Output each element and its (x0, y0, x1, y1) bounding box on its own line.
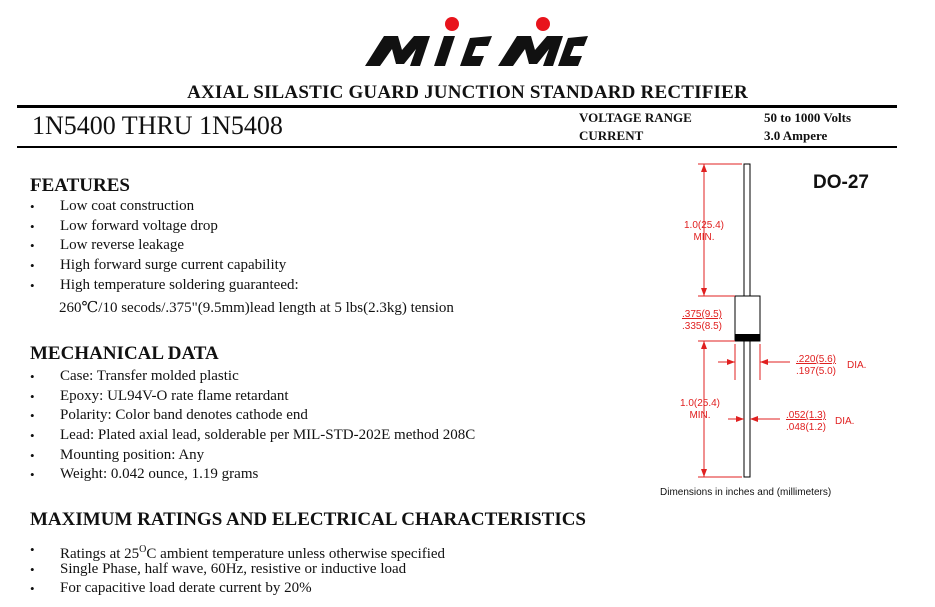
header-rule-top (17, 105, 897, 108)
ratings-heading: MAXIMUM RATINGS AND ELECTRICAL CHARACTERISTICS (30, 509, 587, 530)
list-item: • Epoxy: UL94V-O rate flame retardant (30, 387, 475, 407)
list-item: • Lead: Plated axial lead, solderable per MIL-STD-202E method 208C (30, 426, 475, 446)
cathode-band (735, 334, 760, 341)
dim-body-length-max: .375(9.5) (681, 309, 723, 320)
dim-body-dia-unit: DIA. (847, 360, 867, 371)
ratings-list (30, 540, 445, 599)
list-item: • Mounting position: Any (30, 446, 475, 466)
ratings-text: For capacitive load derate current by 20% (60, 580, 312, 597)
list-item: • Polarity: Color band denotes cathode end (30, 406, 475, 426)
list-item: • Low coat construction (30, 197, 299, 217)
spec-value-voltage: 50 to 1000 Volts (764, 110, 852, 125)
spec-value-current: 3.0 Ampere (764, 128, 828, 143)
ratings-text: Ratings at 25 (60, 546, 140, 562)
degree-mark: O (139, 544, 147, 555)
ratings-text: C ambient temperature unless otherwise specified (146, 546, 446, 562)
dimensions-caption: Dimensions in inches and (millimeters) (660, 487, 832, 498)
list-item: • High forward surge current capability (30, 256, 299, 276)
part-number-range: 1N5400 THRU 1N5408 (32, 111, 283, 140)
spec-label-voltage: VOLTAGE RANGE (579, 110, 692, 125)
ratings-text: Single Phase, half wave, 60Hz, resistive or inductive load (60, 560, 407, 577)
list-item: • Low reverse leakage (30, 236, 299, 256)
mechanical-list (30, 367, 475, 485)
mic-logo (360, 16, 590, 72)
dim-lead-top-2: MIN. (693, 232, 715, 243)
dim-lead-dia-min: .048(1.2) (785, 422, 827, 433)
dim-body-dia-min: .197(5.0) (795, 366, 837, 377)
dim-lead-bottom-2: MIN. (689, 410, 711, 421)
package-name: DO-27 (813, 172, 869, 193)
bottom-lead (744, 341, 750, 477)
spec-label-current: CURRENT (579, 128, 644, 143)
list-item (30, 579, 445, 599)
soldering-note: 260℃/10 secods/.375"(9.5mm)lead length at 5 lbs(2.3kg) tension (59, 300, 454, 316)
top-lead (744, 164, 750, 296)
dim-body-dia-max: .220(5.6) (795, 354, 837, 365)
header-rule-bottom (17, 146, 897, 148)
dim-lead-bottom-1: 1.0(25.4) (679, 398, 721, 409)
features-heading: FEATURES (30, 175, 130, 196)
list-item: • Case: Transfer molded plastic (30, 367, 475, 387)
dim-lead-dia-max: .052(1.3) (785, 410, 827, 421)
document-title: AXIAL SILASTIC GUARD JUNCTION STANDARD RECTIFIER (187, 82, 748, 103)
dim-body-length-min: .335(8.5) (681, 321, 723, 332)
features-list (30, 197, 299, 295)
package-dimension-drawing (640, 150, 930, 510)
list-item: • Weight: 0.042 ounce, 1.19 grams (30, 465, 475, 485)
dim-lead-top-1: 1.0(25.4) (683, 220, 725, 231)
list-item: • High temperature soldering guaranteed: (30, 276, 299, 296)
mechanical-heading: MECHANICAL DATA (30, 343, 219, 364)
list-item (30, 540, 445, 560)
dim-lead-dia-unit: DIA. (835, 416, 855, 427)
list-item: • Low forward voltage drop (30, 217, 299, 237)
list-item (30, 560, 445, 580)
